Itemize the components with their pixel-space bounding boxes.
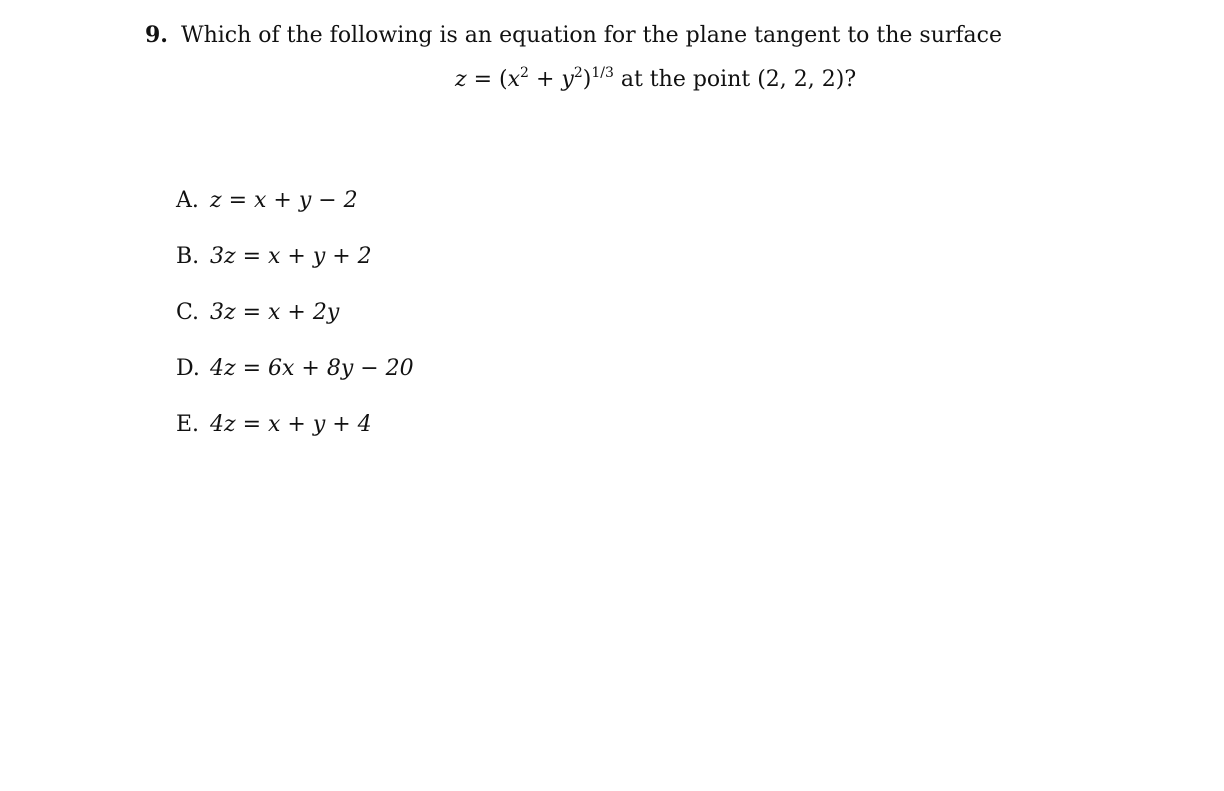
formula-x-exponent: 2 (520, 65, 529, 81)
question-line-2 (455, 58, 856, 95)
choice-letter: A. (176, 188, 199, 213)
formula-close: ) (582, 67, 592, 92)
formula-y: y (561, 67, 574, 92)
choice-expression: 3z = x + 2y (210, 300, 340, 325)
formula-y-exponent: 2 (573, 65, 583, 81)
choice-a[interactable] (176, 186, 414, 242)
choice-c[interactable] (176, 298, 414, 354)
question-point: at the point (2, 2, 2)? (613, 67, 857, 92)
choice-letter: C. (176, 300, 200, 325)
choice-letter: B. (176, 244, 200, 269)
question-text: Which of the following is an equation for the plane tangent to the surface (180, 23, 1003, 48)
choice-expression: 4z = x + y + 4 (210, 412, 372, 437)
formula-outer-exponent: 1/3 (591, 65, 614, 81)
formula-z: z (455, 67, 467, 92)
answer-choices (176, 186, 414, 466)
choice-expression: 3z = x + y + 2 (210, 244, 372, 269)
choice-b[interactable] (176, 242, 414, 298)
choice-d[interactable] (176, 354, 414, 410)
formula-x: x (507, 67, 521, 92)
choice-letter: E. (176, 412, 200, 437)
question-number: 9. (145, 22, 168, 48)
choice-expression: 4z = 6x + 8y − 20 (210, 356, 414, 381)
question-line-1 (145, 20, 1145, 51)
choice-e[interactable] (176, 410, 414, 466)
choice-letter: D. (176, 356, 200, 381)
choice-expression: z = x + y − 2 (210, 188, 358, 213)
formula-plus: + (528, 67, 562, 92)
formula-eq: = ( (466, 67, 508, 92)
